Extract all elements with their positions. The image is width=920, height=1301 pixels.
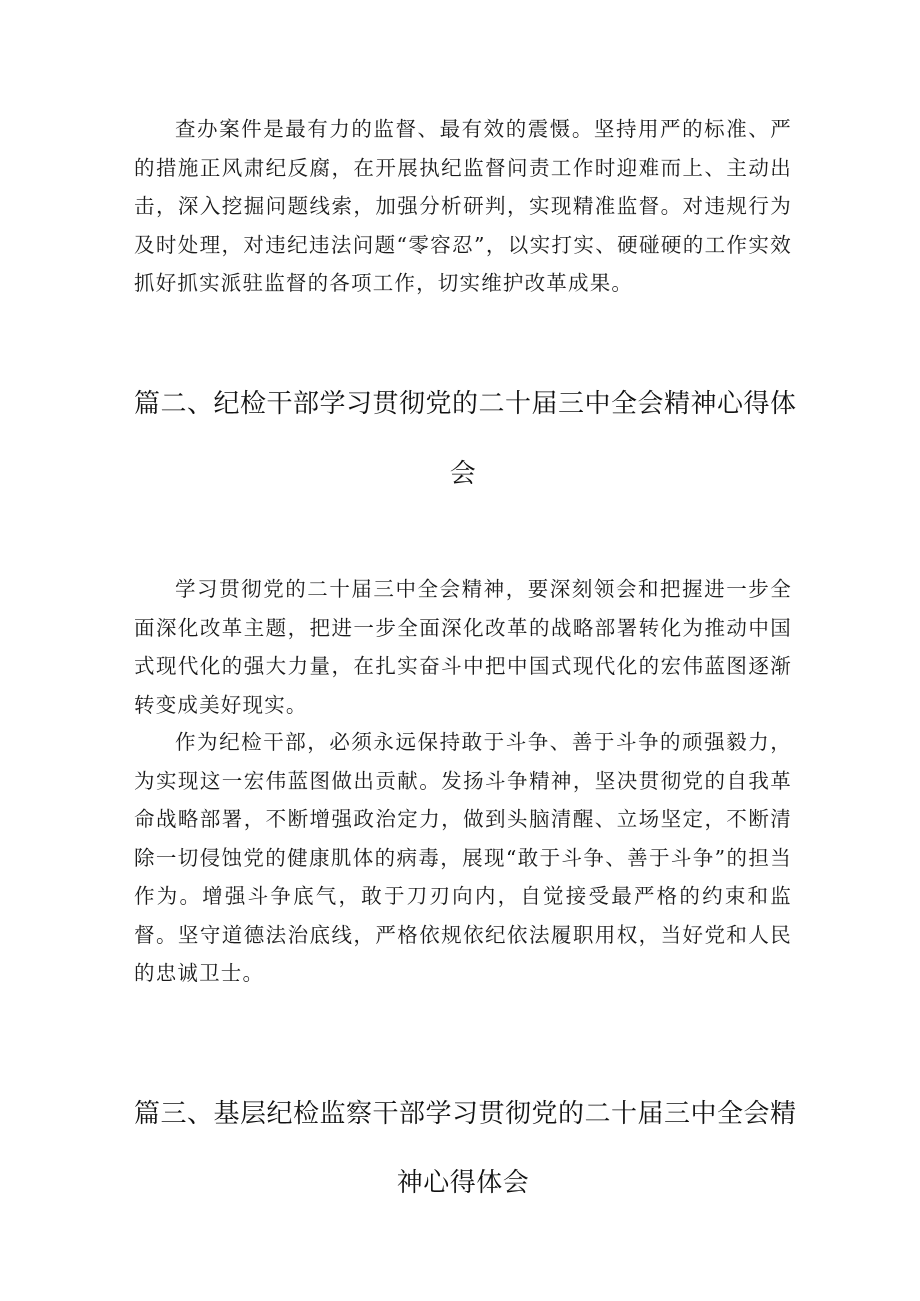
section-2-title-line-1: 篇二、纪检干部学习贯彻党的二十届三中全会精神心得体 bbox=[134, 389, 797, 419]
paragraph-intro: 查办案件是最有力的监督、最有效的震慑。坚持用严的标准、严的措施正风肃纪反腐，在开展执纪监督问责工作时迎难而上、主动出击，深入挖掘问题线索，加强分析研判，实现精准监督。对违规行为及时处理，对违纪违法问题“零容忍”，以实打实、硬碰硬的工作实效抓好抓实派驻监督的各项工作，切实维护改革成果。 bbox=[134, 117, 792, 295]
section-3-title bbox=[134, 1098, 797, 1130]
section-3-title-continuation bbox=[134, 1167, 792, 1199]
section-3-title-line-2: 神心得体会 bbox=[396, 1168, 530, 1198]
section-2-paragraph-2: 作为纪检干部，必须永远保持敢于斗争、善于斗争的顽强毅力，为实现这一宏伟蓝图做出贡献。发扬斗争精神，坚决贯彻党的自我革命战略部署，不断增强政治定力，做到头脑清醒、立场坚定，不断清除一切侵蚀党的健康肌体的病毒，展现“敢于斗争、善于斗争”的担当作为。增强斗争底气，敢于刀刃向内，自觉接受最严格的约束和监督。坚守道德法治底线，严格依规依纪依法履职用权，当好党和人民的忠诚卫士。 bbox=[134, 730, 792, 985]
section-2-paragraph-1: 学习贯彻党的二十届三中全会精神，要深刻领会和把握进一步全面深化改革主题，把进一步全面深化改革的战略部署转化为推动中国式现代化的强大力量，在扎实奋斗中把中国式现代化的宏伟蓝图逐渐转变成美好现实。 bbox=[134, 577, 792, 717]
section-2-title-line-2: 会 bbox=[449, 459, 477, 489]
section-3-title-line-1: 篇三、基层纪检监察干部学习贯彻党的二十届三中全会精 bbox=[134, 1099, 797, 1129]
section-2-title bbox=[134, 388, 797, 420]
section-2-title-continuation bbox=[134, 458, 792, 490]
